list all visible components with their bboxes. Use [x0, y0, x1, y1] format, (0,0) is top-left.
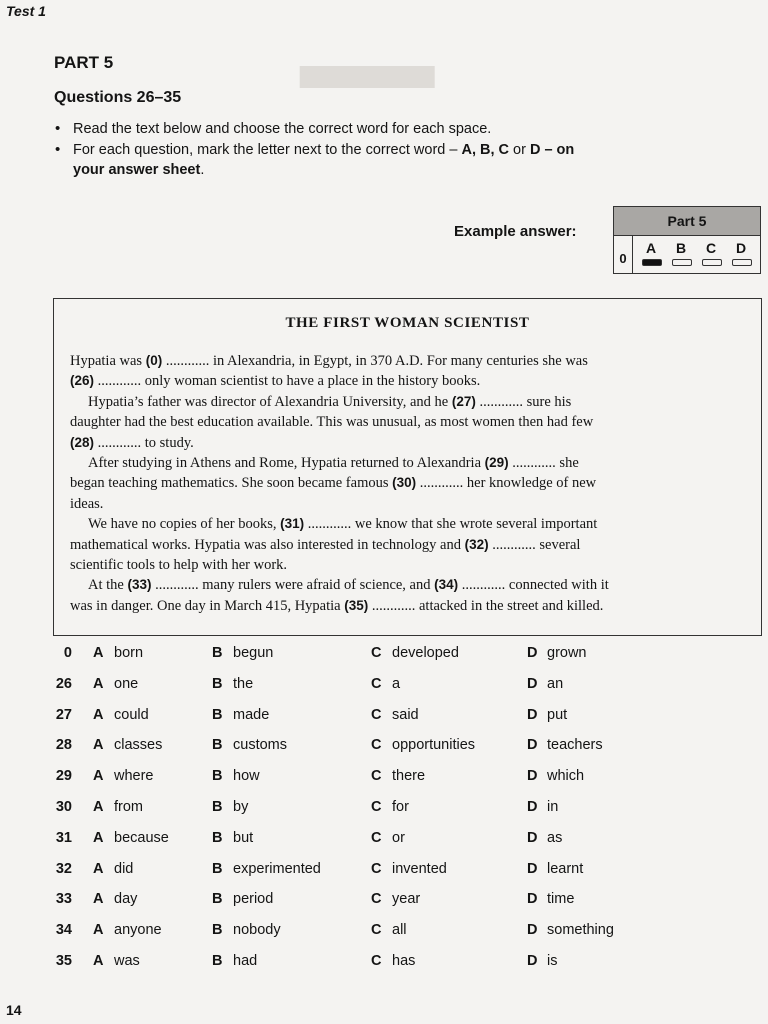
option-letter-b: B: [212, 645, 223, 661]
option-text-c: for: [392, 799, 409, 815]
option-letter-c: C: [371, 706, 382, 723]
option-text-d: put: [547, 706, 568, 723]
question-number: 31: [55, 829, 72, 846]
option-text-d: as: [547, 829, 563, 846]
option-letter-b: B: [212, 891, 223, 908]
option-text-a: day: [114, 891, 138, 908]
option-letter-a: A: [93, 922, 104, 939]
question-number: 35: [55, 953, 72, 969]
example-option-d: D: [735, 240, 747, 256]
passage-line: daughter had the best education available. This was unusual, as most women then had few: [70, 414, 594, 431]
option-text-b: how: [233, 768, 260, 785]
option-letter-c: C: [371, 891, 382, 908]
option-text-c: or: [392, 829, 405, 846]
option-text-d: learnt: [547, 860, 584, 877]
option-letter-a: A: [93, 737, 104, 754]
option-letter-b: B: [212, 737, 223, 754]
option-letter-b: B: [212, 829, 223, 846]
option-letter-d: D: [527, 829, 538, 846]
option-text-b: by: [233, 799, 249, 815]
question-number: 27: [55, 706, 72, 723]
passage-line: We have no copies of her books, (31) ............ we know that she wrote several important: [88, 516, 598, 533]
option-text-d: grown: [547, 645, 587, 661]
option-letter-b: B: [212, 799, 223, 815]
option-text-c: year: [392, 891, 421, 908]
option-letter-b: B: [212, 953, 223, 969]
option-letter-d: D: [527, 953, 538, 969]
option-letter-a: A: [93, 829, 104, 846]
option-text-a: could: [114, 706, 149, 723]
option-text-c: a: [392, 675, 401, 692]
option-text-d: is: [547, 953, 558, 969]
option-text-b: nobody: [233, 922, 281, 939]
question-number: 30: [55, 799, 72, 815]
option-text-a: was: [114, 953, 140, 969]
option-letter-c: C: [371, 860, 382, 877]
option-letter-a: A: [93, 891, 104, 908]
option-text-b: period: [233, 891, 274, 908]
option-text-c: developed: [392, 645, 459, 661]
answer-row-32: [0, 861, 768, 883]
option-letter-b: B: [212, 706, 223, 723]
option-text-a: anyone: [114, 922, 162, 939]
passage-box: [53, 298, 762, 636]
page-number: 14: [6, 1002, 22, 1018]
answer-row-35: [0, 953, 768, 975]
option-text-c: said: [392, 706, 419, 723]
option-letter-d: D: [527, 860, 538, 877]
passage-line: mathematical works. Hypatia was also interested in technology and (32) ............ several: [70, 536, 581, 553]
option-letter-a: A: [93, 645, 104, 661]
option-letter-c: C: [371, 737, 382, 754]
option-text-c: all: [392, 922, 407, 939]
answer-mark-d: [732, 259, 752, 266]
question-number: 32: [55, 860, 72, 877]
instruction-2-text-cont: your answer sheet.: [73, 162, 205, 178]
option-letter-c: C: [371, 799, 382, 815]
option-text-d: in: [547, 799, 559, 815]
option-letter-c: C: [371, 675, 382, 692]
question-number: 26: [55, 675, 72, 692]
show-through-decoration: [300, 66, 435, 88]
option-text-c: invented: [392, 860, 447, 877]
option-text-d: time: [547, 891, 575, 908]
option-text-d: an: [547, 675, 564, 692]
passage-line: (26) ............ only woman scientist to have a place in the history books.: [70, 373, 481, 390]
option-letter-a: A: [93, 675, 104, 692]
option-letter-a: A: [93, 860, 104, 877]
option-letter-c: C: [371, 829, 382, 846]
passage-line: scientific tools to help with her work.: [70, 557, 288, 573]
option-text-a: classes: [114, 737, 163, 754]
option-text-a: born: [114, 645, 144, 661]
option-letter-a: A: [93, 768, 104, 785]
passage-line: Hypatia was (0) ............ in Alexandria, in Egypt, in 370 A.D. For many centuries she was: [70, 353, 588, 369]
question-number: 29: [55, 768, 72, 785]
option-letter-d: D: [527, 675, 538, 692]
passage-line: was in danger. One day in March 415, Hypatia (35) ............ attacked in the street and killed.: [70, 597, 604, 614]
answer-row-29: [0, 768, 768, 790]
answer-row-30: [0, 799, 768, 821]
passage-line: (28) ............ to study.: [70, 434, 194, 451]
answer-mark-a-filled: [642, 259, 662, 266]
passage-title: THE FIRST WOMAN SCIENTIST: [285, 315, 530, 331]
option-letter-d: D: [527, 768, 538, 785]
test-label: Test 1: [6, 3, 46, 19]
option-letter-b: B: [212, 768, 223, 785]
option-text-d: teachers: [547, 737, 603, 754]
example-option-b: B: [675, 240, 687, 256]
option-text-b: begun: [233, 645, 274, 661]
option-text-b: experimented: [233, 860, 321, 877]
example-answer-box: [613, 206, 761, 274]
passage-line: ideas.: [70, 495, 104, 512]
passage-line: At the (33) ............ many rulers were afraid of science, and (34) ............ connected with it: [88, 577, 609, 594]
answer-row-33: [0, 891, 768, 913]
option-text-a: did: [114, 860, 134, 877]
option-letter-a: A: [93, 953, 104, 969]
answer-mark-b: [672, 259, 692, 266]
passage-line: After studying in Athens and Rome, Hypatia returned to Alexandria (29) ............ she: [88, 455, 579, 471]
answer-row-31: [0, 830, 768, 852]
option-text-b: but: [233, 829, 254, 846]
option-text-c: there: [392, 768, 426, 785]
questions-range: Questions 26–35: [54, 89, 182, 106]
question-number: 33: [55, 891, 72, 908]
answer-mark-c: [702, 259, 722, 266]
part-title: PART 5: [54, 53, 114, 72]
example-row-number: 0: [614, 236, 633, 273]
option-letter-d: D: [527, 891, 538, 908]
option-letter-a: A: [93, 799, 104, 815]
option-letter-c: C: [371, 768, 382, 785]
option-letter-b: B: [212, 860, 223, 877]
option-text-c: opportunities: [392, 737, 476, 754]
option-letter-c: C: [371, 922, 382, 939]
answer-row-27: [0, 707, 768, 729]
option-text-b: made: [233, 706, 270, 723]
option-letter-b: B: [212, 675, 223, 692]
option-letter-d: D: [527, 799, 538, 815]
question-number: 0: [63, 645, 72, 661]
option-letter-d: D: [527, 706, 538, 723]
option-letter-c: C: [371, 645, 382, 661]
question-number: 34: [55, 922, 72, 939]
passage-line: Hypatia’s father was director of Alexandria University, and he (27) ............ sure his: [88, 393, 572, 410]
option-text-b: customs: [233, 737, 287, 754]
option-text-b: had: [233, 953, 258, 969]
option-text-a: one: [114, 675, 139, 692]
option-letter-b: B: [212, 922, 223, 939]
instruction-2-text: For each question, mark the letter next to the correct word – A, B, C or D – on: [73, 142, 575, 158]
answer-row-28: [0, 737, 768, 759]
option-text-a: where: [114, 768, 154, 785]
example-option-a: A: [645, 240, 657, 256]
option-letter-d: D: [527, 737, 538, 754]
option-text-b: the: [233, 675, 254, 692]
instruction-1-text: Read the text below and choose the correct word for each space.: [73, 121, 492, 137]
example-option-c: C: [705, 240, 717, 256]
option-text-a: from: [114, 799, 143, 815]
answer-row-34: [0, 922, 768, 944]
option-letter-a: A: [93, 706, 104, 723]
example-answer-label: Example answer:: [454, 223, 577, 240]
option-letter-d: D: [527, 922, 538, 939]
option-text-a: because: [114, 829, 169, 846]
passage-line: began teaching mathematics. She soon became famous (30) ............ her knowledge of new: [70, 475, 597, 492]
option-text-d: something: [547, 922, 614, 939]
answer-row-26: [0, 676, 768, 698]
answer-row-0: [0, 645, 768, 667]
example-box-title: Part 5: [614, 207, 760, 236]
question-number: 28: [55, 737, 72, 754]
option-text-d: which: [547, 768, 585, 785]
option-letter-c: C: [371, 953, 382, 969]
option-text-c: has: [392, 953, 416, 969]
option-letter-d: D: [527, 645, 538, 661]
